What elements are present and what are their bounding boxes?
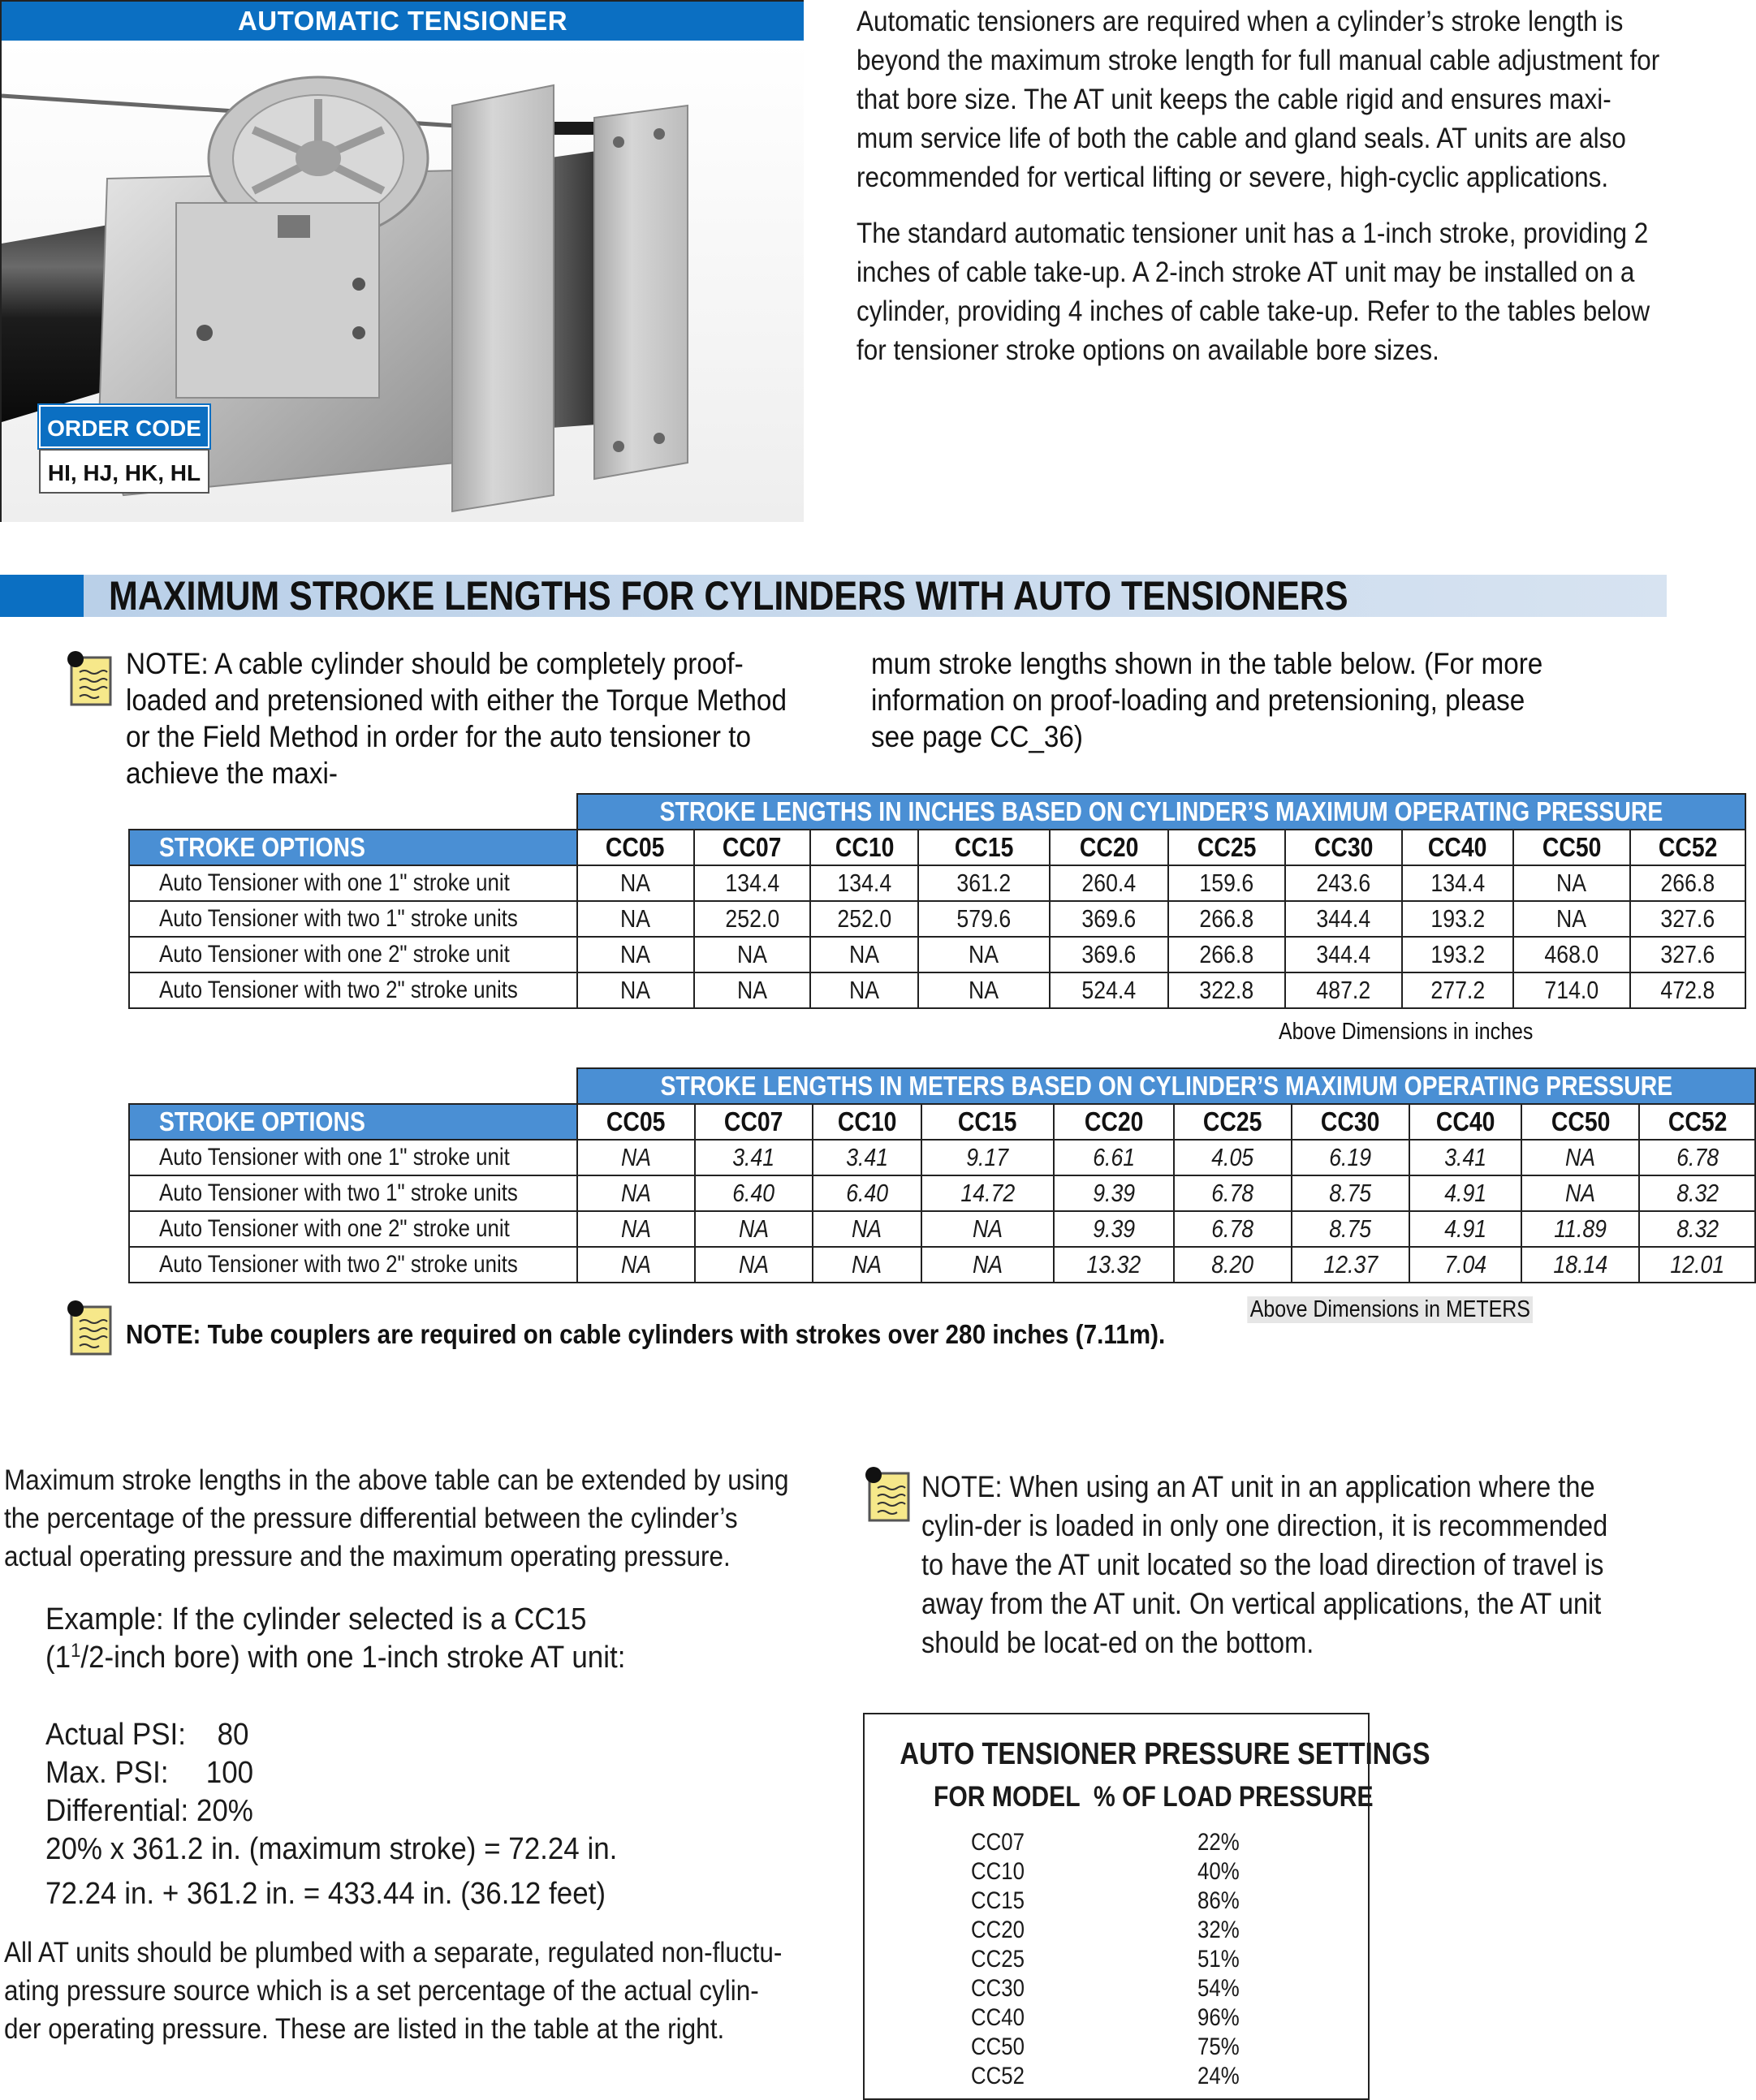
table-cell: 134.4 (1402, 865, 1513, 901)
table-cell: 6.19 (1292, 1140, 1409, 1175)
table-cell: NA (810, 972, 918, 1008)
model-header: CC25 (1168, 830, 1285, 865)
max-psi-row: Max. PSI: 100 (45, 1756, 254, 1790)
pressure-model: CC40 (971, 2004, 1025, 2031)
model-header: CC05 (577, 1104, 695, 1140)
pressure-model: CC07 (971, 1829, 1025, 1856)
table-row (129, 1247, 1755, 1283)
example-line-2: ($1^1/2$-inch bore) with one 1-inch stroke AT unit: (45, 1640, 626, 1675)
note-load-direction: NOTE: When using an AT unit in an application where the cylin-der is loaded in only one direction, it is recommended to have the AT unit located so the load direction of travel is away from the AT unit. On vertical applications, the AT unit should be locat-ed on the bottom. (921, 1470, 1608, 1659)
example-line-1: Example: If the cylinder selected is a CC15 (45, 1602, 587, 1636)
table-row (129, 972, 1745, 1008)
table-cell: NA (1521, 1140, 1639, 1175)
table-cell: 14.72 (921, 1175, 1054, 1211)
stroke-option-label: Auto Tensioner with two 1" stroke units (129, 1175, 577, 1211)
table-cell: 11.89 (1521, 1211, 1639, 1247)
table-cell: NA (577, 1211, 695, 1247)
table-cell: 193.2 (1402, 937, 1513, 972)
order-code-label: ORDER CODE (39, 405, 209, 448)
table-cell: 472.8 (1630, 972, 1745, 1008)
table-cell: NA (694, 972, 811, 1008)
stroke-option-label: Auto Tensioner with one 2" stroke unit (129, 1211, 577, 1247)
model-header: CC30 (1285, 830, 1402, 865)
table-cell: 12.37 (1292, 1247, 1409, 1283)
model-header: CC40 (1402, 830, 1513, 865)
pressure-model: CC25 (971, 1946, 1025, 1973)
table-cell: 468.0 (1513, 937, 1630, 972)
table-cell: 3.41 (695, 1140, 813, 1175)
table-cell: 327.6 (1630, 901, 1745, 937)
stroke-option-label: Auto Tensioner with one 2" stroke unit (129, 937, 577, 972)
table-row (129, 1175, 1755, 1211)
model-header: CC50 (1513, 830, 1630, 865)
product-title: AUTOMATIC TENSIONER (2, 2, 804, 41)
table-cell: 266.8 (1630, 865, 1745, 901)
pressure-row (865, 2062, 1368, 2091)
table-cell: 159.6 (1168, 865, 1285, 901)
stroke-options-header: STROKE OPTIONS (129, 830, 577, 865)
table-cell: 6.78 (1174, 1175, 1292, 1211)
model-header: CC05 (577, 830, 694, 865)
table-cell: 266.8 (1168, 901, 1285, 937)
table-cell: NA (810, 937, 918, 972)
table-cell: 6.40 (695, 1175, 813, 1211)
pressure-model: CC50 (971, 2033, 1025, 2060)
note-pad-icon (863, 1465, 913, 1524)
table-cell: 13.32 (1054, 1247, 1173, 1283)
table-cell: 579.6 (918, 901, 1050, 937)
table-cell: 243.6 (1285, 865, 1402, 901)
table-row (129, 901, 1745, 937)
model-header: CC10 (813, 1104, 921, 1140)
model-header: CC15 (921, 1104, 1054, 1140)
note-pad-icon (65, 649, 115, 708)
table-cell: 134.4 (694, 865, 811, 901)
stroke-option-label: Auto Tensioner with one 1" stroke unit (129, 1140, 577, 1175)
table-cell: 9.17 (921, 1140, 1054, 1175)
table-cell: 369.6 (1050, 901, 1168, 937)
extension-paragraph: Maximum stroke lengths in the above table can be extended by using the percentage of the pressure differential between the cylinder’s actual operating pressure and the maximum operating pressure. (4, 1464, 789, 1572)
note-proof-loading-right: mum stroke lengths shown in the table below. (For more information on proof-loading and pretensioning, please see page CC_36) (871, 647, 1543, 753)
table-cell: NA (577, 1247, 695, 1283)
table-cell: NA (695, 1247, 813, 1283)
table-row (129, 937, 1745, 972)
order-code-value: HI, HJ, HK, HL (39, 449, 209, 494)
model-header: CC07 (695, 1104, 813, 1140)
model-header: CC15 (918, 830, 1050, 865)
pressure-value: 32% (1197, 1917, 1240, 1943)
table-cell: NA (921, 1247, 1054, 1283)
pressure-model: CC15 (971, 1887, 1025, 1914)
table-row (129, 1211, 1755, 1247)
table-cell: NA (1513, 865, 1630, 901)
table-row (129, 1140, 1755, 1175)
table-cell: 252.0 (810, 901, 918, 937)
model-header: CC52 (1639, 1104, 1755, 1140)
table-cell: NA (918, 937, 1050, 972)
pressure-row (865, 1887, 1368, 1916)
table-cell: 3.41 (1409, 1140, 1521, 1175)
pressure-value: 51% (1197, 1946, 1240, 1973)
table-cell: 12.01 (1639, 1247, 1755, 1283)
model-header: CC40 (1409, 1104, 1521, 1140)
table-cell: 6.78 (1174, 1211, 1292, 1247)
intro-paragraph-1: Automatic tensioners are required when a cylinder’s stroke length is beyond the maximum stroke length for full manual cable adjustment for that bore size. The AT unit keeps the cable rigid and ensures maxi-mum service life of both the cable and gland seals. AT units are also recommended for vertical lifting or severe, high-cyclic applications. (856, 6, 1660, 193)
pressure-value: 24% (1197, 2063, 1240, 2089)
table-cell: 8.32 (1639, 1211, 1755, 1247)
differential-row: Differential: 20% (45, 1794, 253, 1828)
product-box (0, 0, 804, 522)
stroke-option-label: Auto Tensioner with one 1" stroke unit (129, 865, 577, 901)
table-cell: NA (577, 937, 694, 972)
pressure-model: CC30 (971, 1975, 1025, 2002)
section-header-accent (0, 575, 84, 617)
table-cell: 18.14 (1521, 1247, 1639, 1283)
table-cell: NA (1513, 901, 1630, 937)
table-cell: NA (695, 1211, 813, 1247)
table-cell: 6.40 (813, 1175, 921, 1211)
example-block (45, 1601, 792, 1913)
table-cell: 8.75 (1292, 1175, 1409, 1211)
calc-line-1: 20% x 361.2 in. (maximum stroke) = 72.24 in. (45, 1832, 618, 1866)
section-title: MAXIMUM STROKE LENGTHS FOR CYLINDERS WITH AUTO TENSIONERS (109, 573, 1348, 619)
table-caption-blank (129, 1068, 577, 1104)
table-cell: 369.6 (1050, 937, 1168, 972)
table-cell: 4.05 (1174, 1140, 1292, 1175)
calc-line-2: 72.24 in. + 361.2 in. = 433.44 in. (36.12 feet) (45, 1877, 606, 1911)
table-cell: 344.4 (1285, 937, 1402, 972)
model-header: CC20 (1050, 830, 1168, 865)
table-cell: 134.4 (810, 865, 918, 901)
pressure-row (865, 1974, 1368, 2003)
stroke-option-label: Auto Tensioner with two 1" stroke units (129, 901, 577, 937)
table-cell: 6.61 (1054, 1140, 1173, 1175)
table-cell: 4.91 (1409, 1175, 1521, 1211)
table-cell: NA (813, 1247, 921, 1283)
table-cell: NA (921, 1211, 1054, 1247)
table-cell: NA (577, 972, 694, 1008)
model-header: CC50 (1521, 1104, 1639, 1140)
stroke-options-header: STROKE OPTIONS (129, 1104, 577, 1140)
pressure-value: 75% (1197, 2033, 1240, 2060)
pressure-row (865, 1945, 1368, 1974)
table-cell: 8.20 (1174, 1247, 1292, 1283)
model-header: CC20 (1054, 1104, 1173, 1140)
pressure-row (865, 1916, 1368, 1945)
model-header: CC10 (810, 830, 918, 865)
unit-note-inches: Above Dimensions in inches (1278, 1019, 1533, 1045)
stroke-table-inches (128, 793, 1746, 1009)
note-pad-icon (65, 1299, 115, 1357)
note-tube-couplers: NOTE: Tube couplers are required on cable cylinders with strokes over 280 inches (7.11m). (126, 1319, 1166, 1349)
table-cell: 9.39 (1054, 1175, 1173, 1211)
table-cell: 7.04 (1409, 1247, 1521, 1283)
table-cell: 6.78 (1639, 1140, 1755, 1175)
pressure-value: 96% (1197, 2004, 1240, 2031)
pressure-value: 40% (1197, 1858, 1240, 1885)
table-cell: 524.4 (1050, 972, 1168, 1008)
pressure-settings-title: AUTO TENSIONER PRESSURE SETTINGS (900, 1737, 1430, 1771)
table-cell: 344.4 (1285, 901, 1402, 937)
model-header: CC52 (1630, 830, 1745, 865)
table-cell: 714.0 (1513, 972, 1630, 1008)
table-cell: 8.75 (1292, 1211, 1409, 1247)
table-cell: 260.4 (1050, 865, 1168, 901)
table-caption: STROKE LENGTHS IN INCHES BASED ON CYLINDER’S MAXIMUM OPERATING PRESSURE (577, 794, 1745, 830)
table-cell: 4.91 (1409, 1211, 1521, 1247)
pressure-model: CC10 (971, 1858, 1025, 1885)
pressure-row (865, 1828, 1368, 1857)
intro-paragraph-2: The standard automatic tensioner unit has a 1-inch stroke, providing 2 inches of cable take-up. A 2-inch stroke AT unit may be installed on a cylinder, providing 4 inches of cable take-up. Refer to the tables below for tensioner stroke options on available bore sizes. (856, 218, 1650, 366)
stroke-option-label: Auto Tensioner with two 2" stroke units (129, 972, 577, 1008)
pressure-value: 54% (1197, 1975, 1240, 2002)
pressure-row (865, 2003, 1368, 2033)
table-cell: NA (577, 1175, 695, 1211)
table-cell: 277.2 (1402, 972, 1513, 1008)
model-header: CC30 (1292, 1104, 1409, 1140)
actual-psi-row: Actual PSI: 80 (45, 1718, 249, 1752)
table-cell: NA (577, 901, 694, 937)
unit-note-meters: Above Dimensions in METERS (1247, 1296, 1533, 1323)
pressure-row (865, 2033, 1368, 2062)
table-cell: 266.8 (1168, 937, 1285, 972)
table-cell: 322.8 (1168, 972, 1285, 1008)
table-cell: NA (813, 1211, 921, 1247)
pressure-list (865, 1828, 1368, 2091)
model-header: CC07 (694, 830, 811, 865)
plumbing-paragraph: All AT units should be plumbed with a separate, regulated non-fluctu-ating pressure source which is a set percentage of the actual cylin-der operating pressure. These are listed in the table at the right. (4, 1937, 783, 2045)
model-header: CC25 (1174, 1104, 1292, 1140)
table-cell: NA (694, 937, 811, 972)
pressure-row (865, 1857, 1368, 1887)
table-cell: NA (1521, 1175, 1639, 1211)
table-cell: 8.32 (1639, 1175, 1755, 1211)
pressure-col-percent: % OF LOAD PRESSURE (1094, 1781, 1374, 1813)
table-caption: STROKE LENGTHS IN METERS BASED ON CYLINDER’S MAXIMUM OPERATING PRESSURE (577, 1068, 1756, 1104)
table-cell: 487.2 (1285, 972, 1402, 1008)
pressure-model: CC52 (971, 2063, 1025, 2089)
table-cell: 327.6 (1630, 937, 1745, 972)
table-cell: NA (577, 1140, 695, 1175)
table-row (129, 865, 1745, 901)
table-cell: 3.41 (813, 1140, 921, 1175)
pressure-value: 86% (1197, 1887, 1240, 1914)
pressure-col-model: FOR MODEL (934, 1781, 1081, 1813)
table-cell: NA (918, 972, 1050, 1008)
stroke-table-meters (128, 1067, 1756, 1283)
pressure-value: 22% (1197, 1829, 1240, 1856)
pressure-settings-box (863, 1713, 1430, 2100)
stroke-option-label: Auto Tensioner with two 2" stroke units (129, 1247, 577, 1283)
table-caption-blank (129, 794, 577, 830)
table-cell: 193.2 (1402, 901, 1513, 937)
pressure-model: CC20 (971, 1917, 1025, 1943)
table-cell: 252.0 (694, 901, 811, 937)
table-cell: NA (577, 865, 694, 901)
table-cell: 361.2 (918, 865, 1050, 901)
note-proof-loading-left: NOTE: A cable cylinder should be completely proof-loaded and pretensioned with either the Torque Method or the Field Method in order for the auto tensioner to achieve the maxi- (126, 647, 787, 790)
table-cell: 9.39 (1054, 1211, 1173, 1247)
